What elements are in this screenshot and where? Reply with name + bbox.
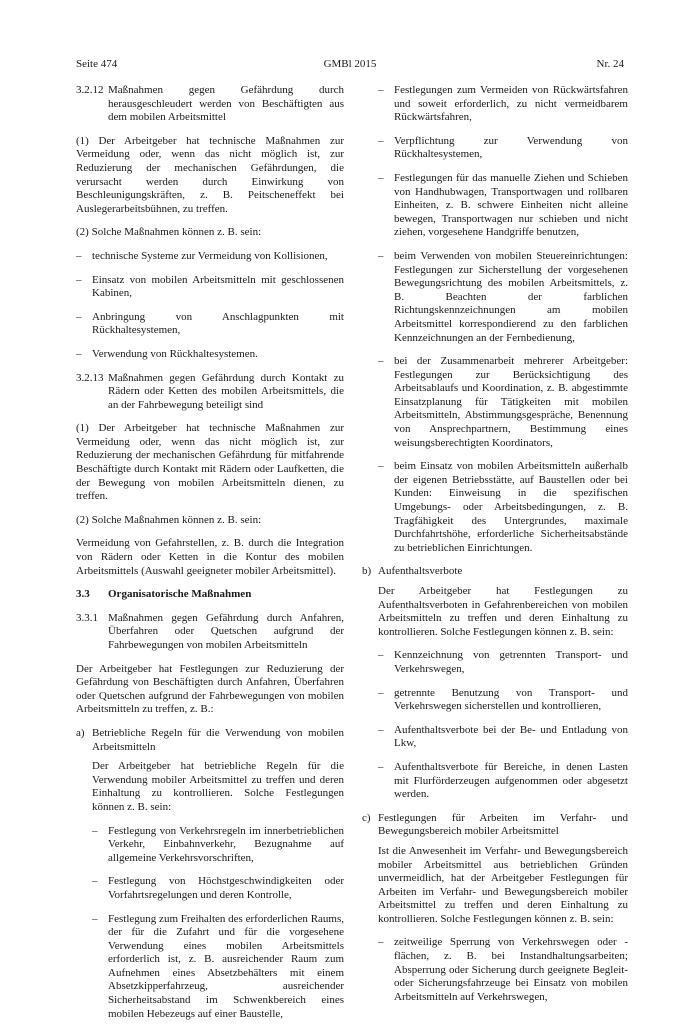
list-item: [378, 135, 628, 162]
list-item: [378, 84, 628, 125]
section-title: Maßnahmen gegen Gefährdung durch Kontakt zu Rädern oder Ketten des mobilen Arbeitsmittels, die an der Fahrbewegung beteiligt sind: [108, 371, 344, 411]
lettered-item-c: [362, 812, 628, 839]
section-number: 3.2.12: [76, 84, 104, 96]
dash-bullet: –: [76, 249, 82, 262]
paragraph: Der Arbeitgeber hat betriebliche Regeln für die Verwendung mobiler Arbeitsmittel zu treffen und deren Einhaltung zu kontrollieren. Solche Festlegungen können z. B. sein:: [92, 760, 344, 813]
dash-bullet: –: [378, 249, 384, 262]
issue-number: Nr. 24: [596, 58, 624, 70]
section-number: 3.2.13: [76, 371, 104, 384]
list-item-text: Verwendung von Rückhaltesystemen.: [92, 347, 258, 360]
paragraph: Ist die Anwesenheit im Verfahr- und Bewegungsbereich mobiler Arbeitsmittel aus betrieblichen Gründen unvermeidlich, hat der Arbeitgeber Festlegungen für Arbeiten im Verfahr- und Bewegungsbereich mobiler Arbeitsmittel zu treffen und deren Einhaltung zu kontrollieren. Solche Festlegungen können z. B. sein:: [378, 844, 628, 925]
page-number: Seite 474: [76, 58, 118, 70]
section-number: 3.3.1: [76, 611, 98, 624]
dash-list: [378, 649, 628, 801]
dash-bullet: –: [378, 723, 384, 736]
list-item-text: Anbringung von Anschlagpunkten mit Rückhaltesystemen,: [92, 310, 344, 337]
list-item: [378, 687, 628, 714]
list-item-text: Verpflichtung zur Verwendung von Rückhaltesystemen,: [394, 134, 628, 161]
list-item: [92, 825, 344, 866]
list-item-text: beim Einsatz von mobilen Arbeitsmitteln außerhalb der eigenen Betriebsstätte, auf Baustellen oder bei Kunden: Einweisung in die spezifischen Umgebungs- oder Arbeitsbedingungen, z. B. Tragfähigkeit des Untergrundes, maximale Durchfahrtshöhe, erforderliche Sicherheitsabstände zu betrieblichen Einrichtungen.: [394, 460, 628, 554]
lettered-item-a-continued: [378, 84, 628, 555]
list-item-text: beim Verwenden von mobilen Steuereinrichtungen: Festlegungen zur Sicherstellung der vorgesehenen Bewegungsrichtung des mobilen Arbeitsmittels, z. B. Beachten der farblichen Richtungskennzeichnungen am mobilen Arbeitsmittel korrespondierend zu den farblichen Kennzeichnungen an der Fernbedienung,: [394, 249, 628, 344]
list-item: [378, 724, 628, 751]
dash-bullet: –: [378, 936, 384, 949]
dash-list: [76, 250, 344, 362]
section-heading-3-2-13: [76, 372, 344, 413]
section-title: Maßnahmen gegen Gefährdung durch Anfahren, Überfahren oder Quetschen aufgrund der Fahrbewegungen von mobilen Arbeitsmitteln: [108, 611, 344, 651]
list-item-text: Festlegungen für das manuelle Ziehen und Schieben von Handhubwagen, Transportwagen und rollbaren Einheiten, z. B. schwere Einheiten nicht alleine bewegen, Transportwagen nur schieben und nicht ziehen, vorgesehene Handgriffe benutzen,: [394, 171, 628, 239]
list-item-text: zeitweilige Sperrung von Verkehrswegen oder -flächen, z. B. bei Instandhaltungsarbeiten; Absperrung oder Sicherung durch geeignete Begleit- oder Sicherungsfahrzeuge bei Einsatz von mobilen Arbeitsmitteln auf Verkehrswegen,: [394, 936, 628, 1003]
list-item-text: Aufenthaltsverbote bei der Be- und Entladung von Lkw,: [394, 723, 628, 750]
item-label: c): [362, 811, 371, 824]
dash-bullet: –: [76, 347, 82, 360]
dash-bullet: –: [378, 134, 384, 147]
lettered-item-body: [92, 760, 344, 1021]
dash-list: [378, 936, 628, 1004]
list-item-text: Festlegung zum Freihalten des erforderlichen Raums, der für die Zufahrt und für die vorgesehene Verwendung eines mobilen Arbeitsmittels erforderlich ist, z. B. ausreichender Raum zum Aufnehmen eines Absetzbehälters mit einem Absetzkipperfahrzeug, ausreichender Sicherheitsabstand im Schwenkbereich eines mobilen Hebezeugs auf einer Baustelle,: [108, 912, 344, 1020]
paragraph: (2) Solche Maßnahmen können z. B. sein:: [76, 513, 262, 526]
dash-bullet: –: [92, 824, 98, 837]
dash-bullet: –: [378, 460, 384, 473]
item-label: a): [76, 726, 85, 739]
list-item: [92, 875, 344, 902]
section-title: Maßnahmen gegen Gefährdung durch herausgeschleudert werden von Beschäftigten aus dem mobilen Arbeitsmittel: [108, 84, 344, 124]
list-item: [378, 172, 628, 240]
list-item-text: Einsatz von mobilen Arbeitsmitteln mit geschlossenen Kabinen,: [92, 273, 344, 300]
list-item: [76, 348, 344, 362]
list-item-text: Aufenthaltsverbote für Bereiche, in denen Lasten mit Flurförderzeugen aufgenommen oder abgesetzt werden.: [394, 760, 628, 801]
dash-bullet: –: [76, 310, 82, 323]
right-column: [362, 84, 628, 1014]
list-item: [378, 936, 628, 1004]
list-item-text: getrennte Benutzung von Transport- und Verkehrswegen sicherstellen und kontrollieren,: [394, 686, 628, 713]
section-title: Organisatorische Maßnahmen: [108, 588, 252, 601]
list-item: [378, 761, 628, 802]
dash-list: [92, 825, 344, 1022]
page-header: [76, 58, 624, 72]
list-item: [378, 250, 628, 345]
list-item: [378, 355, 628, 450]
dash-bullet: –: [76, 273, 82, 286]
lettered-item-body: [378, 585, 628, 802]
list-item-text: Festlegungen zum Vermeiden von Rückwärtsfahren und soweit erforderlich, zu nicht vermeidbarem Rückwärtsfahren,: [394, 84, 628, 124]
paragraph: Vermeidung von Gefahrstellen, z. B. durch die Integration von Rädern oder Ketten in die Kontur des mobilen Arbeitsmittels (Auswahl geeigneter mobiler Arbeitsmittel).: [76, 537, 344, 577]
paragraph: (2) Solche Maßnahmen können z. B. sein:: [76, 226, 262, 239]
list-item: [92, 913, 344, 1022]
item-label: b): [362, 565, 372, 578]
section-heading-3-2-12: [76, 84, 344, 125]
lettered-item-a: [76, 727, 344, 754]
paragraph: (1) Der Arbeitgeber hat technische Maßnahmen zur Vermeidung oder, wenn das nicht möglich ist, zur Reduzierung der mechanischen Gefährdungen, die verursacht werden durch Einwirkung von Beschleunigungskräften, z. B. Peitscheneffekt bei Auslegerarbeitsbühnen, zu treffen.: [76, 134, 344, 215]
section-heading-3-3: [76, 588, 344, 602]
list-item: [378, 649, 628, 676]
dash-bullet: –: [378, 760, 384, 773]
paragraph: Der Arbeitgeber hat Festlegungen zur Reduzierung der Gefährdung von Beschäftigten durch Anfahren, Überfahren oder Quetschen aufgrund der Fahrbewegungen von mobilen Arbeitsmitteln zu treffen, z. B.:: [76, 662, 344, 716]
lettered-item-b: [362, 565, 628, 579]
dash-bullet: –: [92, 875, 98, 888]
dash-bullet: –: [378, 649, 384, 662]
dash-bullet: –: [378, 171, 384, 184]
list-item-text: Festlegung von Verkehrsregeln im innerbetrieblichen Verkehr, Einbahnverkehr, Bezugnahme auf allgemeine Verkehrsvorschriften,: [108, 824, 344, 864]
item-title: Betriebliche Regeln für die Verwendung von mobilen Arbeitsmitteln: [92, 726, 344, 753]
list-item-text: Festlegung von Höchstgeschwindigkeiten oder Vorfahrtsregelungen und deren Kontrolle,: [108, 875, 344, 901]
list-item: [76, 250, 344, 264]
list-item: [76, 274, 344, 301]
list-item-text: bei der Zusammenarbeit mehrerer Arbeitgeber: Festlegungen zur Berücksichtigung des Arbeitsablaufs und Koordination, z. B. abgestimmte Einsatzplanung für Tätigkeiten mit mobilen Arbeitsmitteln, Abstimmungsgespräche, Benennung von Ansprechpartnern, Bestimmung eines weisungsberechtigten Koordinators,: [394, 355, 628, 449]
list-item-text: technische Systeme zur Vermeidung von Kollisionen,: [92, 249, 328, 262]
dash-list: [378, 84, 628, 555]
section-heading-3-3-1: [76, 612, 344, 653]
dash-bullet: –: [92, 912, 98, 925]
lettered-item-body: [378, 845, 628, 1005]
list-item-text: Kennzeichnung von getrennten Transport- und Verkehrswegen,: [394, 649, 628, 675]
dash-bullet: –: [378, 355, 384, 368]
paragraph: (1) Der Arbeitgeber hat technische Maßnahmen zur Vermeidung oder, wenn das nicht möglich ist, zur Reduzierung der mechanischen Gefährdung für mitfahrende Beschäftigte durch Kontakt mit Rädern oder Laufketten, die der Bewegung von mobilen Arbeitsmitteln dienen, zu treffen.: [76, 422, 344, 503]
paragraph: Der Arbeitgeber hat Festlegungen zu Aufenthaltsverboten in Gefahrenbereichen von mobilen Arbeitsmitteln zu treffen und deren Einhaltung zu kontrollieren. Solche Festlegungen können z. B. sein:: [378, 585, 628, 638]
item-title: Festlegungen für Arbeiten im Verfahr- und Bewegungsbereich mobiler Arbeitsmittel: [378, 811, 628, 838]
dash-bullet: –: [378, 84, 384, 96]
dash-bullet: –: [378, 686, 384, 699]
journal-title: GMBl 2015: [323, 58, 377, 70]
list-item: [76, 311, 344, 338]
left-column: [76, 84, 344, 1031]
item-title: Aufenthaltsverbote: [378, 565, 463, 578]
list-item: [378, 460, 628, 555]
section-number: 3.3: [76, 588, 90, 601]
